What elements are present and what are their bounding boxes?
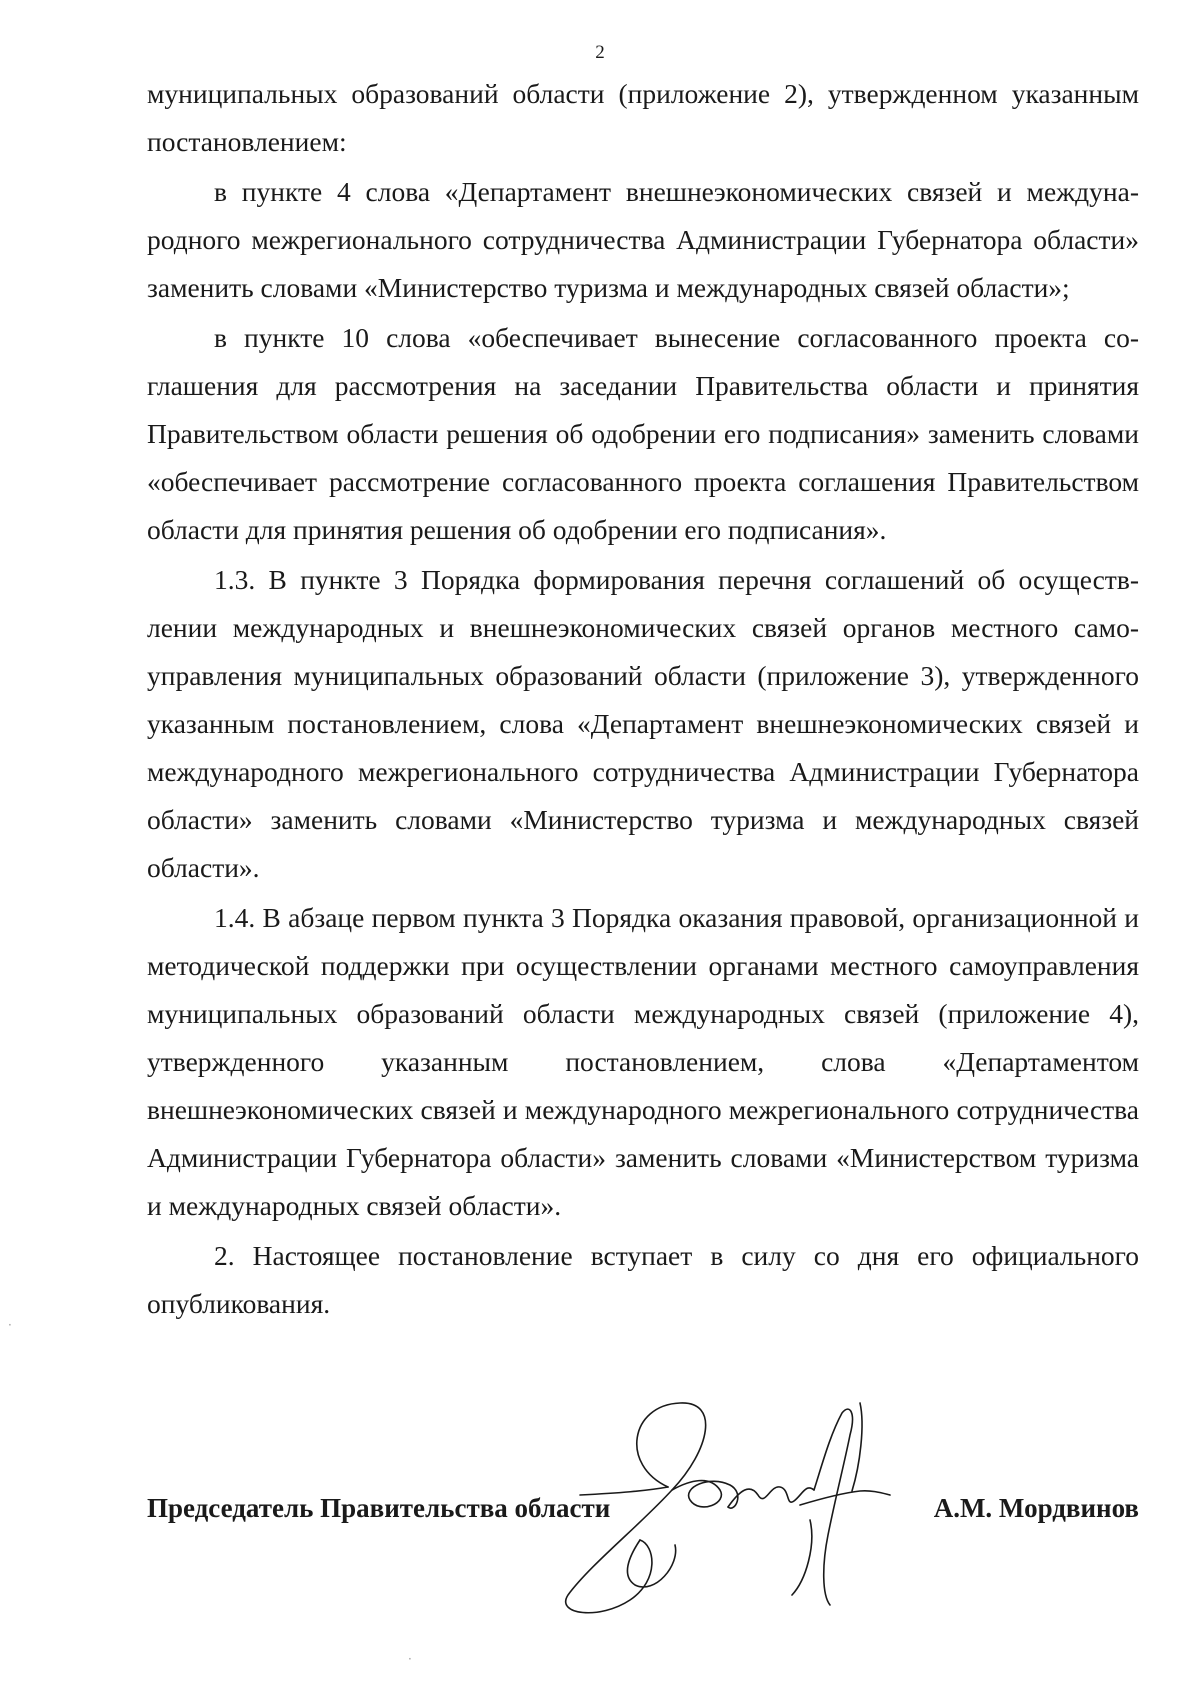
paragraph-2: 2. Настоящее постановление вступает в силу со дня его официального опубликования.	[147, 1240, 1139, 1319]
paragraph-point-10: в пункте 10 слова «обеспечивает вынесение согласованного проекта соглашения для рассмотрения на заседании Правительства области и принятия Правительством области решения об одобрении его подписания» заменить словами «обеспечивает рассмотрение согласованного проекта соглашения Правительством области для принятия решения об одобрении его подписания».	[147, 322, 1139, 545]
signer-name: А.М. Мордвинов	[933, 1493, 1139, 1523]
signature-block	[147, 1488, 1139, 1528]
paragraph-continuation: муниципальных образований области (приложение 2), утвержденном указанным постановлением:	[147, 78, 1139, 157]
page-number: 2	[595, 42, 605, 63]
scan-margin-dot: ·	[408, 1652, 412, 1666]
paragraph-point-4: в пункте 4 слова «Департамент внешнеэкономических связей и международного межрегионального сотрудничества Администрации Губернатора области» заменить словами «Министерство туризма и международных связей области»;	[147, 176, 1139, 303]
paragraph-1-3: 1.3. В пункте 3 Порядка формирования перечня соглашений об осуществлении международных и внешнеэкономических связей органов местного самоуправления муниципальных образований области (приложение 3), утвержденного указанным постановлением, слова «Департамент внешнеэкономических связей и международного межрегионального сотрудничества Администрации Губернатора области» заменить словами «Министерство туризма и международных связей области».	[147, 564, 1139, 883]
paragraph-1-4: 1.4. В абзаце первом пункта 3 Порядка оказания правовой, организационной и методической поддержки при осуществлении органами местного самоуправления муниципальных образований области международных связей (приложение 4), утвержденного указанным постановлением, слова «Департаментом внешнеэкономических связей и международного межрегионального сотрудничества Администрации Губернатора области» заменить словами «Министерством туризма и международных связей области».	[147, 902, 1139, 1221]
signer-position: Председатель Правительства области	[147, 1493, 611, 1523]
scan-margin-dot: ·	[8, 1318, 12, 1332]
document-body	[147, 70, 1139, 1330]
